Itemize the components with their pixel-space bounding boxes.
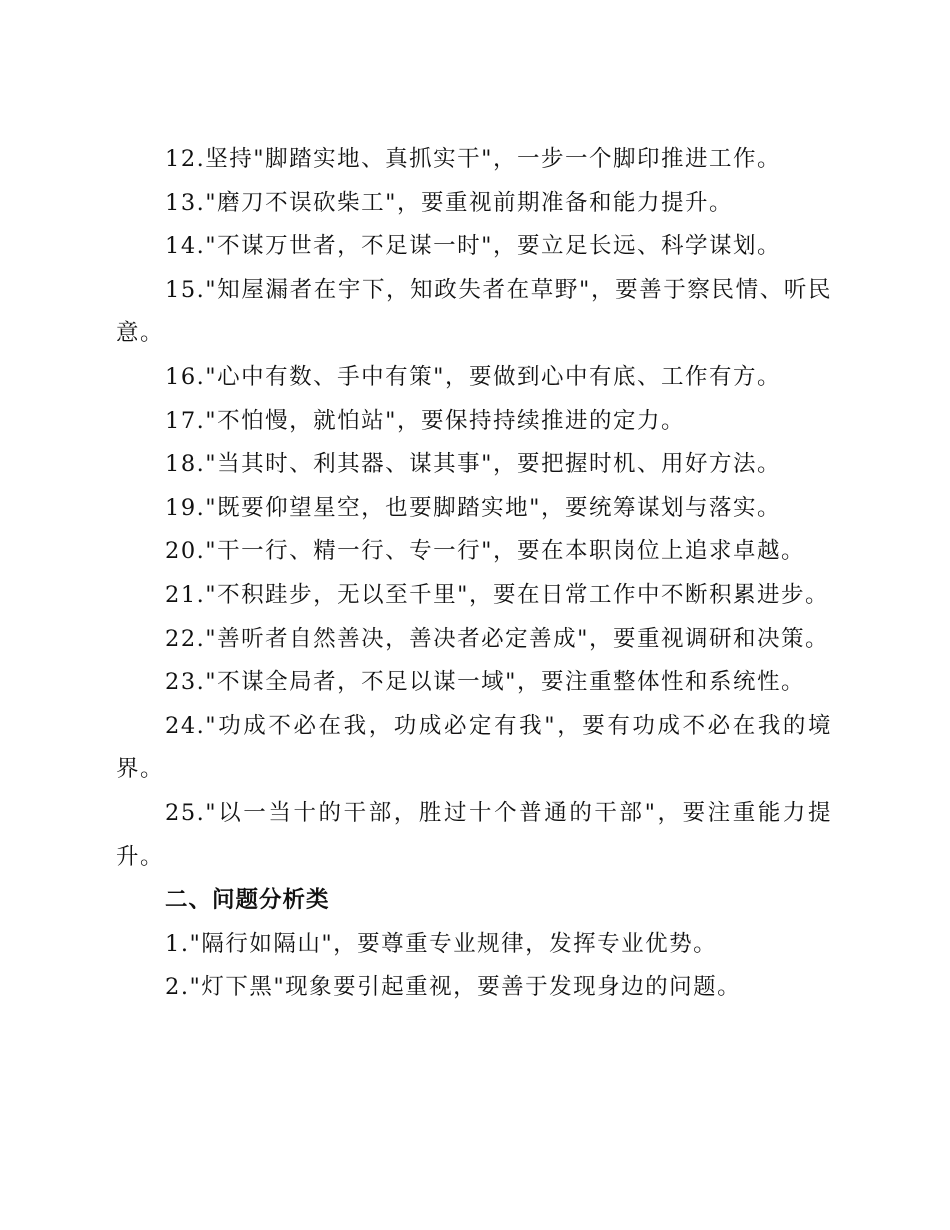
list-item: 25."以一当十的干部，胜过十个普通的干部"，要注重能力提升。 [116, 799, 832, 870]
list-item: 16."心中有数、手中有策"，要做到心中有底、工作有方。 [165, 363, 781, 390]
list-item: 1."隔行如隔山"，要尊重专业规律，发挥专业优势。 [165, 930, 718, 957]
list-item: 24."功成不必在我，功成必定有我"，要有功成不必在我的境界。 [116, 712, 832, 783]
list-item: 22."善听者自然善决，善决者必定善成"，要重视调研和决策。 [165, 625, 829, 652]
list-item: 14."不谋万世者，不足谋一时"，要立足长远、科学谋划。 [165, 233, 781, 260]
list-item: 2."灯下黑"现象要引起重视，要善于发现身边的问题。 [165, 974, 742, 1001]
list-item: 19."既要仰望星空，也要脚踏实地"，要统筹谋划与落实。 [165, 494, 781, 521]
list-item: 18."当其时、利其器、谋其事"，要把握时机、用好方法。 [165, 451, 781, 478]
list-item: 23."不谋全局者，不足以谋一域"，要注重整体性和系统性。 [165, 669, 805, 696]
list-item: 21."不积跬步，无以至千里"，要在日常工作中不断积累进步。 [165, 581, 829, 608]
list-item: 13."磨刀不误砍柴工"，要重视前期准备和能力提升。 [165, 189, 733, 216]
list-item: 15."知屋漏者在宇下，知政失者在草野"，要善于察民情、听民意。 [116, 276, 832, 347]
list-item: 12.坚持"脚踏实地、真抓实干"，一步一个脚印推进工作。 [165, 146, 781, 172]
section-heading: 二、问题分析类 [165, 887, 330, 914]
document-body [116, 138, 832, 1010]
list-item: 17."不怕慢，就怕站"，要保持持续推进的定力。 [165, 407, 685, 434]
list-item: 20."干一行、精一行、专一行"，要在本职岗位上追求卓越。 [165, 538, 805, 565]
